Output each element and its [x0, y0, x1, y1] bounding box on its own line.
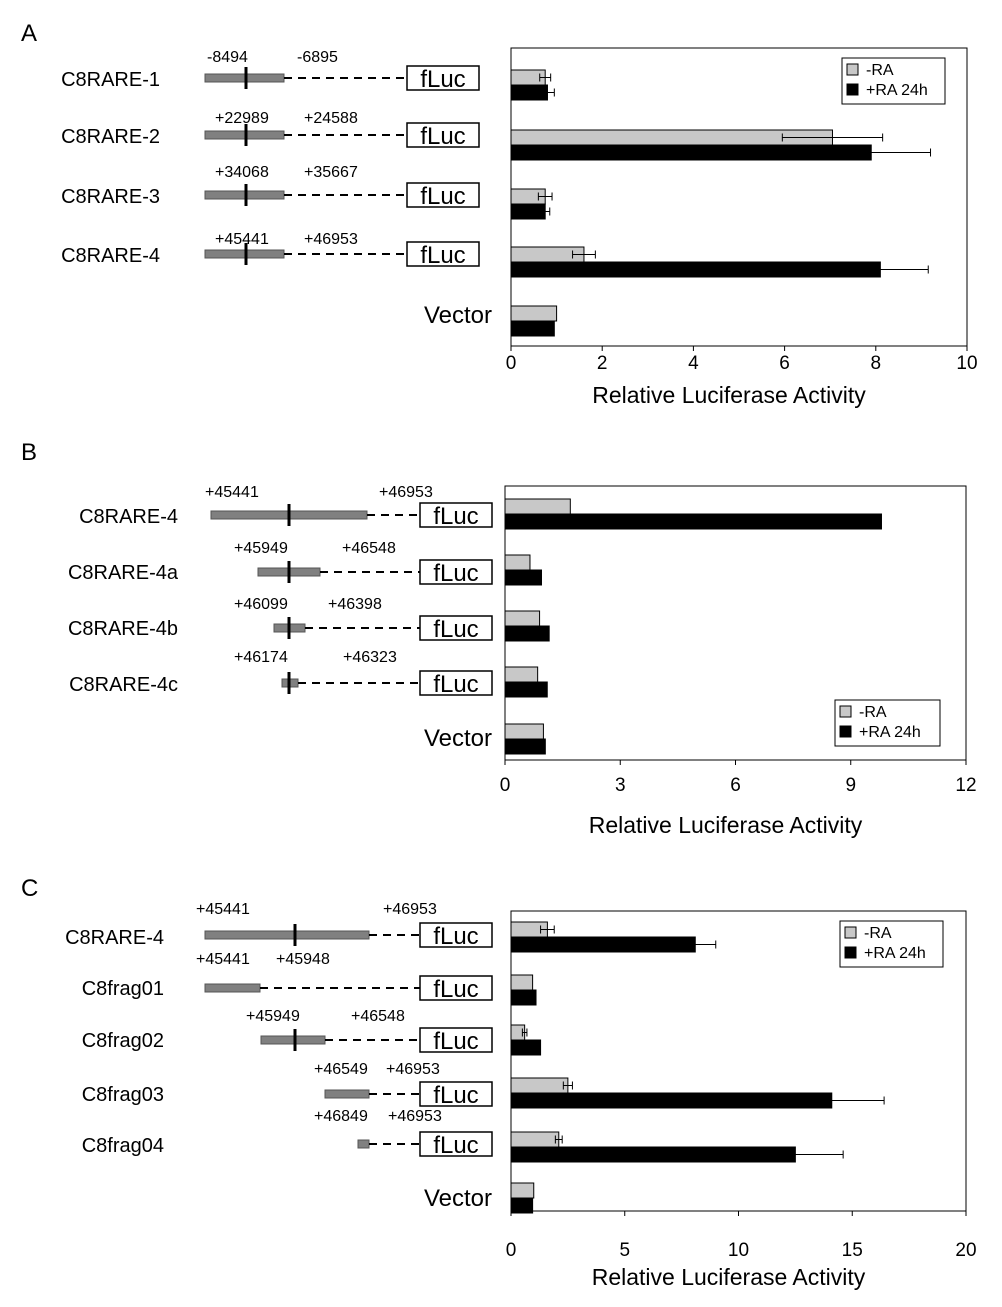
bar-minus-ra [505, 555, 530, 570]
x-tick-label: 4 [688, 353, 699, 374]
row-label-vector: Vector [423, 302, 492, 329]
bar-plus-ra [511, 937, 695, 952]
construct-name: C8frag02 [81, 1030, 164, 1052]
coord-left: +46099 [234, 596, 288, 613]
legend-label-minus-ra: -RA [864, 925, 892, 942]
coord-right: +46548 [342, 540, 396, 557]
bar-minus-ra [511, 306, 557, 321]
coord-left: +45949 [246, 1008, 300, 1025]
x-axis-label: Relative Luciferase Activity [592, 382, 866, 408]
legend-label-minus-ra: -RA [866, 62, 894, 79]
x-tick-label: 2 [596, 353, 608, 374]
fluc-label: fLuc [433, 503, 479, 530]
coord-left: +45949 [234, 540, 288, 557]
bar-plus-ra [511, 1198, 533, 1213]
legend-label-plus-ra: +RA 24h [864, 945, 926, 962]
fluc-label: fLuc [433, 1028, 479, 1055]
bar-plus-ra [505, 514, 881, 529]
bar-plus-ra [511, 262, 880, 277]
bar-minus-ra [511, 1078, 568, 1093]
row-label-vector: Vector [423, 725, 492, 752]
coord-right: +46953 [388, 1108, 442, 1125]
fluc-label: fLuc [420, 242, 466, 269]
x-tick-label: 12 [955, 775, 977, 796]
legend-label-plus-ra: +RA 24h [859, 724, 921, 741]
bar-minus-ra [511, 1183, 534, 1198]
x-axis-label: Relative Luciferase Activity [588, 812, 863, 838]
coord-right: +35667 [304, 164, 358, 181]
x-tick-label: 0 [505, 1240, 517, 1261]
coord-right: -6895 [297, 49, 338, 66]
bar-plus-ra [511, 1040, 541, 1055]
construct-name: C8frag04 [81, 1135, 164, 1157]
bar-minus-ra [511, 975, 533, 990]
x-tick-label: 10 [956, 353, 978, 374]
x-tick-label: 6 [779, 353, 790, 374]
x-tick-label: 5 [619, 1240, 631, 1261]
construct-name: C8RARE-2 [61, 126, 160, 148]
legend [835, 700, 940, 746]
x-tick-label: 8 [870, 353, 882, 374]
legend-swatch-minus-ra [845, 927, 856, 938]
legend-label-plus-ra: +RA 24h [866, 82, 928, 99]
coord-left: +45441 [215, 231, 269, 248]
fluc-label: fLuc [433, 923, 479, 950]
bar-plus-ra [505, 739, 545, 754]
x-tick-label: 0 [505, 353, 517, 374]
coord-left: +34068 [215, 164, 269, 181]
legend-swatch-minus-ra [840, 706, 851, 717]
enhancer-fragment [358, 1140, 369, 1148]
bar-plus-ra [511, 204, 545, 219]
coord-right: +46953 [383, 901, 437, 918]
construct-name: C8RARE-4c [69, 674, 178, 696]
coord-right: +46323 [343, 649, 397, 666]
bar-minus-ra [505, 667, 538, 682]
x-tick-label: 20 [955, 1240, 977, 1261]
bar-plus-ra [505, 626, 549, 641]
row-label-vector: Vector [423, 1185, 492, 1212]
fluc-label: fLuc [433, 616, 479, 643]
legend [840, 921, 943, 967]
fluc-label: fLuc [420, 123, 466, 150]
construct-name: C8RARE-4b [67, 618, 178, 640]
construct-name: C8frag01 [81, 978, 164, 1000]
legend [842, 58, 945, 104]
enhancer-fragment [205, 984, 260, 992]
panel-C [21, 875, 977, 1290]
construct-name: C8RARE-4 [65, 927, 164, 949]
coord-left: +46549 [314, 1061, 368, 1078]
panel-letter-A: A [21, 20, 38, 47]
legend-swatch-plus-ra [840, 726, 851, 737]
coord-right: +46953 [386, 1061, 440, 1078]
fluc-label: fLuc [433, 1132, 479, 1159]
panel-letter-C: C [21, 875, 39, 902]
coord-right: +46398 [328, 596, 382, 613]
panel-A [21, 20, 978, 408]
legend-swatch-plus-ra [847, 84, 858, 95]
construct-name: C8RARE-3 [61, 186, 160, 208]
coord-right: +46548 [351, 1008, 405, 1025]
coord-right: +46953 [304, 231, 358, 248]
x-tick-label: 9 [845, 775, 857, 796]
fluc-label: fLuc [420, 183, 466, 210]
bar-minus-ra [505, 499, 570, 514]
coord-right: +46953 [379, 484, 433, 501]
fluc-label: fLuc [433, 671, 479, 698]
coord-left: +45441 [196, 901, 250, 918]
coord-left: +22989 [215, 110, 269, 127]
panel-letter-B: B [21, 439, 38, 466]
panel-B [21, 439, 977, 838]
bar-minus-ra [505, 611, 540, 626]
x-tick-label: 0 [499, 775, 511, 796]
coord-left: +46849 [314, 1108, 368, 1125]
construct-name: C8RARE-4 [79, 506, 178, 528]
fluc-label: fLuc [433, 976, 479, 1003]
legend-label-minus-ra: -RA [859, 704, 887, 721]
enhancer-fragment [261, 1036, 325, 1044]
coord-left: +45441 [205, 484, 259, 501]
coord-right: +45948 [276, 951, 330, 968]
x-axis-label: Relative Luciferase Activity [591, 1264, 866, 1290]
coord-left: -8494 [207, 49, 248, 66]
coord-left: +46174 [234, 649, 288, 666]
coord-left: +45441 [196, 951, 250, 968]
bar-minus-ra [511, 1132, 559, 1147]
bar-plus-ra [505, 570, 541, 585]
construct-name: C8RARE-4 [61, 245, 160, 267]
enhancer-fragment [205, 931, 369, 939]
legend-swatch-minus-ra [847, 64, 858, 75]
legend-swatch-plus-ra [845, 947, 856, 958]
fluc-label: fLuc [433, 560, 479, 587]
construct-name: C8frag03 [81, 1084, 164, 1106]
coord-right: +24588 [304, 110, 358, 127]
construct-name: C8RARE-4a [67, 562, 178, 584]
construct-name: C8RARE-1 [61, 69, 160, 91]
fluc-label: fLuc [420, 66, 466, 93]
fluc-label: fLuc [433, 1082, 479, 1109]
bar-plus-ra [511, 990, 536, 1005]
x-tick-label: 3 [614, 775, 626, 796]
x-tick-label: 10 [727, 1240, 750, 1261]
x-tick-label: 6 [730, 775, 741, 796]
bar-minus-ra [505, 724, 543, 739]
enhancer-fragment [325, 1090, 369, 1098]
bar-plus-ra [511, 321, 554, 336]
bar-plus-ra [505, 682, 547, 697]
x-tick-label: 15 [841, 1240, 863, 1261]
